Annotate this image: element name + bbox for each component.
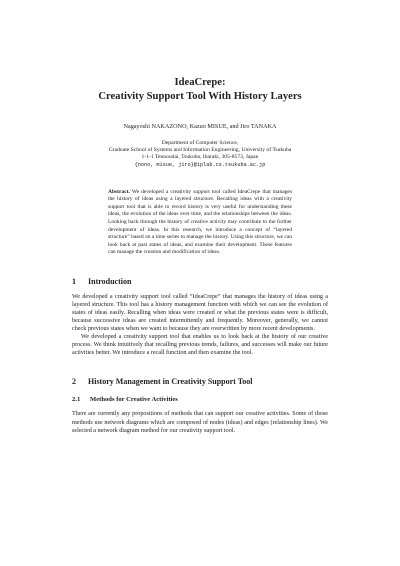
methods-paragraph: There are currently any propositions of methods that can support our creative activities. Some of those methods use network diagrams which are composed of nodes (ideas) and edges (relationship lines). We selected a network diagram method for our creativity support tool. — [72, 411, 328, 434]
affiliation — [72, 140, 328, 169]
affiliation-line-1: Department of Computer Science, — [161, 140, 239, 146]
author-emails: {nono, misue, jiro}@iplab.cs.tsukuba.ac.jp — [134, 161, 266, 168]
section-heading-history-management — [72, 377, 328, 386]
subsection-number: 2.1 — [72, 396, 81, 404]
section-heading-introduction — [72, 277, 328, 286]
section-number: 2 — [72, 377, 76, 387]
title-line-2: Creativity Support Tool With History Layers — [98, 90, 302, 102]
affiliation-line-2: Graduate School of Systems and Information Engineering, University of Tsukuba — [108, 147, 292, 154]
author-list: Nagayoshi NAKAZONO, Kazuo MISUE, and Jiro TANAKA — [123, 123, 277, 130]
title-line-1: IdeaCrepe: — [174, 77, 226, 88]
subsection-heading-methods — [72, 396, 328, 403]
section-title: History Management in Creativity Support Tool — [88, 377, 253, 387]
intro-paragraph-2: We developed a creativity support tool that enables us to look back at the history of our creative process. We think intuitively that recalling previous trends, failures, and successes will make our future activities better. We introduce a recall function and then examine the tool. — [72, 334, 328, 357]
section-number: 1 — [72, 276, 76, 286]
section-title: Introduction — [88, 276, 132, 286]
intro-paragraph-1: We developed a creativity support tool called “IdeaCrepe” that manages the history of ideas using a layered structure. This tool has a history management function with which we can see the evolution of states of ideas easily. Recalling when ideas were created or what the previous states were is difficult, because successive ideas are created intermittently and frequently. Moreover, generally, we cannot check previous states when we want to because they are overwritten by more recent developments. — [72, 293, 328, 333]
abstract-text: We developed a creativity support tool called IdeaCrepe that manages the history of ideas using a layered structure. Recalling ideas with a creativity support tool that is able to record history is very useful for understanding these ideas, the evolution of the ideas over time, and the relationships between the ideas. Looking back through the history of creative activity may contribute to the further development of ideas. In this research, we introduce a concept of “layered structure” based on a time series to manage the history. Using this structure, we can look back at past states of ideas, and examine their development. These features can manage the creation and modification of ideas. — [108, 188, 292, 256]
subsection-title: Methods for Creative Activities — [90, 396, 178, 404]
paper-title — [72, 0, 328, 103]
affiliation-line-3: 1-1-1 Tennoudai, Tsukuba, Ibaraki, 305-8573, Japan — [141, 154, 259, 161]
abstract — [108, 189, 292, 257]
abstract-label: Abstract. — [108, 188, 130, 195]
